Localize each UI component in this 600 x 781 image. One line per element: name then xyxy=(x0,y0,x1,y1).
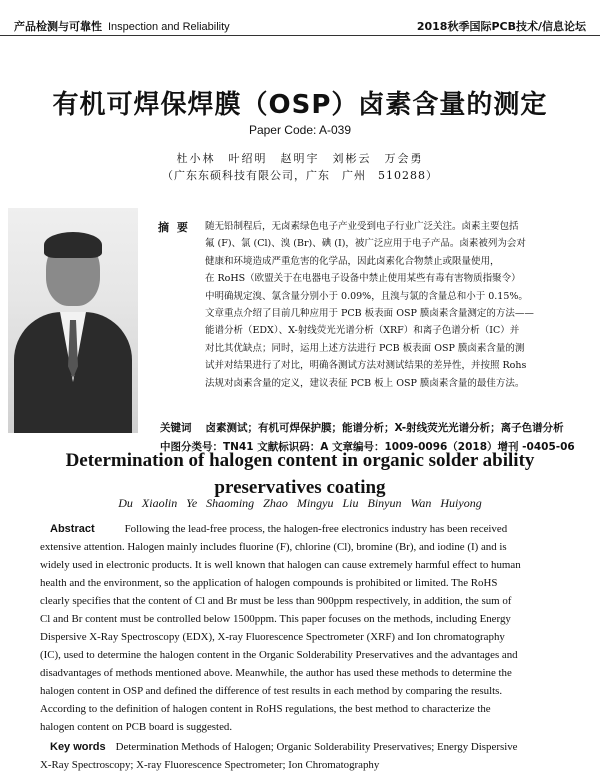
paper-title-en-line2: preservatives coating xyxy=(214,477,386,498)
abstract-en-line: clearly specifies that the content of Cl and Br must be less than 900ppm respectively, in addition, the sum of xyxy=(40,595,512,607)
paper-title-en xyxy=(0,447,600,501)
abstract-zh xyxy=(205,218,590,392)
keywords-text-zh: 卤素测试；有机可焊保护膜；能谱分析；X-射线荧光光谱分析；离子色谱分析 xyxy=(205,422,564,434)
header-divider xyxy=(0,35,600,36)
abstract-en-line: (IC), used to determine the halogen content in the Organic Solderability Preservatives and the advantages and xyxy=(40,649,518,661)
abstract-zh-line: 中明确规定溴、氯含量分别小于 0.09%，且溴与氯的含量总和小于 0.15%。 xyxy=(205,290,528,302)
keywords-en-line: X-Ray Spectroscopy; X-ray Fluorescence Spectrometer; Ion Chromatography xyxy=(40,759,380,771)
keywords-zh xyxy=(160,420,564,435)
keywords-label-en: Key words xyxy=(50,741,106,753)
photo-hair xyxy=(44,232,102,258)
abstract-en-line: health and the environment, so the application of halogen compounds is prohibited or limited. The RoHS xyxy=(40,577,498,589)
abstract-zh-line: 对比其优缺点；同时，运用上述方法进行 PCB 板表面 OSP 膜卤素含量的测 xyxy=(205,342,525,354)
running-header-right: 2018秋季国际PCB技术/信息论坛 xyxy=(416,20,586,33)
abstract-en-line: Cl and Br content must be controlled below 1500ppm. This paper focuses on the methods, including Energy xyxy=(40,613,511,625)
keywords-en-line xyxy=(40,738,560,756)
authors-en: Du Xiaolin Ye Shaoming Zhao Mingyu Liu Binyun Wan Huiyong xyxy=(118,496,482,510)
abstract-en-text: Following the lead-free process, the halogen-free electronics industry has been received xyxy=(124,523,508,535)
section-name-en: Inspection and Reliability xyxy=(108,21,230,33)
abstract-en-line: widely used in electronic products. It is well known that halogen can cause extremely harmful effect to human xyxy=(40,559,521,571)
authors-zh: 杜小林 叶绍明 赵明宇 刘彬云 万会勇 xyxy=(176,152,424,165)
paper-code: Paper Code: A-039 xyxy=(248,123,352,137)
running-header-left xyxy=(14,18,230,34)
keywords-en xyxy=(40,738,560,774)
abstract-zh-line: 氟 (F)、氯 (Cl)、溴 (Br)、碘 (I)，被广泛应用于电子产品。卤素被列为会对 xyxy=(205,238,526,250)
abstract-en-line: Dispersive X-Ray Spectroscopy (EDX), X-ray Fluorescence Spectrometer (XRF) and Ion chromatography xyxy=(40,631,505,643)
abstract-en-line: extensive attention. Halogen mainly includes fluorine (F), chlorine (Cl), bromine (Br), and iodine (I) and is xyxy=(40,541,507,553)
abstract-zh-line: 能谱分析（EDX）、X-射线荧光光谱分析（XRF）和离子色谱分析（IC）并 xyxy=(205,325,520,337)
abstract-zh-line: 在 RoHS（欧盟关于在电器电子设备中禁止使用某些有毒有害物质指聚令） xyxy=(205,273,521,285)
affiliation-zh: （广东东硕科技有限公司，广东 广州 510288） xyxy=(162,169,438,182)
abstract-en-line xyxy=(40,520,555,538)
abstract-zh-line: 试并对结果进行了对比，明确各测试方法对测试结果的差异性，并按照 Rohs xyxy=(205,360,527,372)
abstract-label-en: Abstract xyxy=(50,523,95,535)
classification-info: 中图分类号：TN41 文献标识码：A 文章编号：1009-0096（2018）增刊 -0405-06 xyxy=(160,441,575,453)
abstract-zh-line: 随无铅制程后，无卤素绿色电子产业受到电子行业广泛关注。卤素主要包括 xyxy=(205,221,519,232)
abstract-en-line: According to the definition of halogen content in RoHS regulations, the best method to characterize the xyxy=(40,703,491,715)
abstract-en-line: halogen content on PCB board is suggested. xyxy=(40,721,233,733)
paper-title-zh: 有机可焊保焊膜（OSP）卤素含量的测定 xyxy=(52,90,548,120)
abstract-zh-line: 文章重点介绍了目前几种应用于 PCB 板表面 OSP 膜卤素含量测定的方法—— xyxy=(205,308,534,320)
author-photo xyxy=(8,208,138,433)
abstract-en xyxy=(40,520,555,736)
abstract-en-line: disadvantages of methods mentioned above. Meanwhile, the author has used these methods to determine the xyxy=(40,667,512,679)
abstract-en-line: halogen content in OSP and defined the difference of test results in each method by comparing the results. xyxy=(40,685,503,697)
abstract-zh-line: 健康和环境造成严重危害的化学品，因此卤素化合物禁止或限量使用， xyxy=(205,255,500,267)
abstract-label-zh: 摘 要 xyxy=(158,221,190,234)
keywords-en-text: Determination Methods of Halogen; Organic Solderability Preservatives; Energy Dispersive xyxy=(115,741,518,753)
abstract-zh-line: 法规对卤素含量的定义，建议表征 PCB 板上 OSP 膜卤素含量的最佳方法。 xyxy=(205,377,525,389)
keywords-label-zh: 关键词 xyxy=(160,422,192,434)
section-name-zh: 产品检测与可靠性 xyxy=(14,20,102,33)
paper-title-en-line1: Determination of halogen content in organic solder ability xyxy=(65,450,535,471)
